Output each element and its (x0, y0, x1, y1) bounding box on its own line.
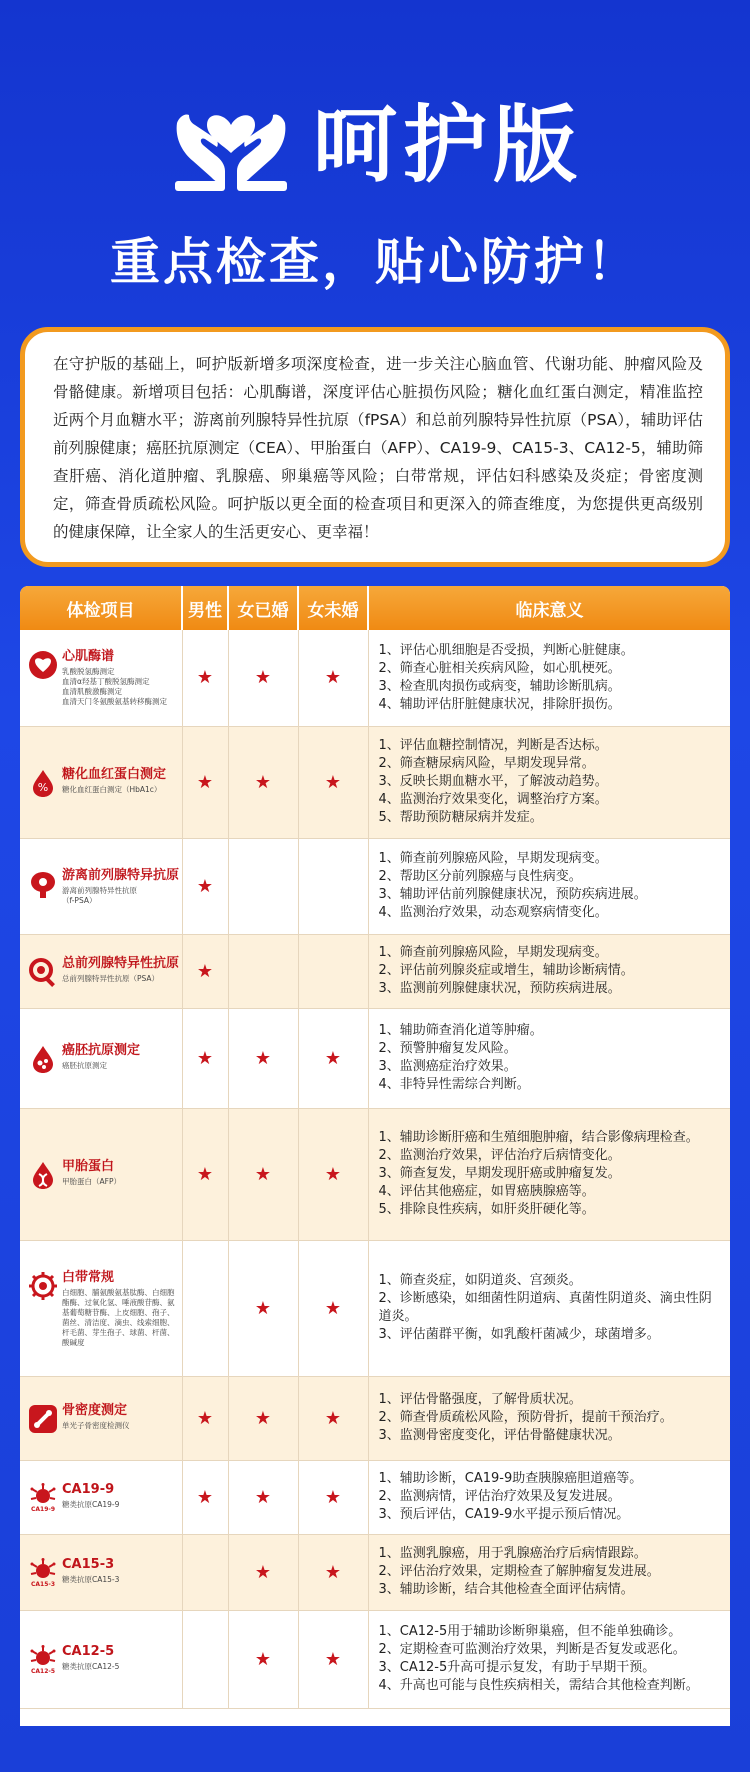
magnifier-icon (28, 957, 58, 987)
exam-item-cell (20, 1240, 182, 1376)
clinical-meaning-line: 1、辅助诊断，CA19-9助查胰腺癌胆道癌等。 (378, 1471, 643, 1486)
star-cell-married: ★ (228, 1534, 298, 1610)
clinical-meaning-cell (368, 726, 730, 838)
clinical-meaning-line: 2、评估前列腺炎症或增生，辅助诊断病情。 (378, 963, 634, 978)
clinical-meaning-line: 4、非特异性需综合判断。 (378, 1077, 530, 1092)
virus-icon (28, 1558, 58, 1588)
heart-icon (28, 650, 58, 680)
star-cell-male: ★ (182, 630, 228, 726)
header-male: 男性 (182, 586, 228, 630)
bone-icon (28, 1404, 58, 1434)
star-cell-male (182, 1610, 228, 1708)
clinical-meaning-line: 2、筛查骨质疏松风险，预防骨折，提前干预治疗。 (378, 1410, 673, 1425)
exam-item-head (28, 648, 180, 707)
exam-item-cell (20, 934, 182, 1008)
exam-item-head (28, 1643, 180, 1675)
star-cell-unmarried (298, 838, 368, 934)
page-slogan: 重点检查，贴心防护！ (110, 233, 640, 291)
exam-item-text (62, 648, 167, 707)
exam-item-name: CA15-3 (62, 1557, 115, 1572)
star-cell-married (228, 934, 298, 1008)
virus-icon (28, 1483, 58, 1513)
exam-item-sub: 糖类抗原CA15-3 (62, 1575, 120, 1584)
exam-item-head (28, 1402, 180, 1434)
clinical-meaning-line: 1、辅助筛查消化道等肿瘤。 (378, 1023, 543, 1038)
exam-item-sub: 单光子骨密度检测仪 (62, 1421, 130, 1430)
table-header-row (20, 586, 730, 630)
clinical-meaning-line: 4、评估其他癌症，如胃癌胰腺癌等。 (378, 1184, 595, 1199)
clinical-meaning-line: 3、评估菌群平衡，如乳酸杆菌减少，球菌增多。 (378, 1327, 660, 1342)
clinical-meaning-cell (368, 630, 730, 726)
star-cell-male: ★ (182, 1108, 228, 1240)
table-row (20, 1240, 730, 1376)
exam-item-name: 糖化血红蛋白测定 (62, 767, 167, 782)
exam-item-name: CA12-5 (62, 1644, 115, 1659)
clinical-meaning-line: 2、预警肿瘤复发风险。 (378, 1041, 517, 1056)
exam-item-cell (20, 838, 182, 934)
microbe-icon (28, 1271, 58, 1301)
clinical-meaning-cell (368, 1610, 730, 1708)
clinical-meaning-line: 3、辅助评估前列腺健康状况，预防疾病进展。 (378, 887, 647, 902)
clinical-meaning-line: 2、定期检查可监测治疗效果，判断是否复发或恶化。 (378, 1642, 686, 1657)
star-cell-male: ★ (182, 838, 228, 934)
clinical-meaning-line: 3、预后评估，CA19-9水平提示预后情况。 (378, 1507, 630, 1522)
clinical-meaning-line: 3、CA12-5升高可提示复发，有助于早期干预。 (378, 1660, 656, 1675)
clinical-meaning-line: 2、监测治疗效果，评估治疗后病情变化。 (378, 1148, 621, 1163)
icon-badge-label: CA19-9 (30, 1506, 56, 1513)
table-row (20, 1460, 730, 1534)
clinical-meaning-cell (368, 1008, 730, 1108)
star-cell-male: ★ (182, 726, 228, 838)
exam-item-sub: 总前列腺特异性抗原（PSA） (62, 974, 160, 983)
exam-item-name: 甲胎蛋白 (62, 1159, 115, 1174)
exam-item-head (28, 1042, 180, 1074)
clinical-meaning-line: 2、筛查糖尿病风险，早期发现异常。 (378, 756, 595, 771)
star-cell-unmarried: ★ (298, 1008, 368, 1108)
page-title: 呵护版 (312, 96, 583, 194)
clinical-meaning-line: 4、辅助评估肝脏健康状况，排除肝损伤。 (378, 696, 621, 712)
blood-drop-icon (28, 768, 58, 798)
header-female-unmarried: 女未婚 (298, 586, 368, 630)
exam-item-head (28, 1269, 180, 1348)
table-row (20, 934, 730, 1008)
exam-item-cell (20, 630, 182, 726)
clinical-meaning-line: 3、检查肌肉损伤或病变，辅助诊断肌病。 (378, 678, 621, 694)
exam-item-cell (20, 1008, 182, 1108)
exam-item-sub: 乳酸脱氢酶测定 血清α羟基丁酸脱氢酶测定 血清肌酸激酶测定 血清天门冬氨酸氨基转移酶测定 (62, 667, 167, 707)
star-cell-unmarried (298, 934, 368, 1008)
table-row (20, 1108, 730, 1240)
intro-card (20, 327, 730, 567)
table-row (20, 630, 730, 726)
star-cell-married: ★ (228, 1610, 298, 1708)
exam-item-sub: 甲胎蛋白（AFP） (62, 1177, 121, 1186)
clinical-meaning-line: 1、评估心肌细胞是否受损，判断心脏健康。 (378, 642, 634, 658)
exam-item-text (62, 1556, 119, 1585)
star-cell-male (182, 1240, 228, 1376)
table-row (20, 1610, 730, 1708)
clinical-meaning-line: 4、监测治疗效果，动态观察病情变化。 (378, 905, 608, 920)
star-cell-male: ★ (182, 1376, 228, 1460)
star-cell-married: ★ (228, 1460, 298, 1534)
clinical-meaning-cell (368, 1460, 730, 1534)
exam-item-cell (20, 1610, 182, 1708)
star-cell-married: ★ (228, 1108, 298, 1240)
exam-item-cell (20, 1376, 182, 1460)
exam-item-name: 游离前列腺特异抗原 (62, 867, 180, 883)
exam-table (20, 586, 730, 1709)
virus-icon (28, 1645, 58, 1675)
table-row (20, 1534, 730, 1610)
exam-item-head (28, 1158, 180, 1190)
header-female-married: 女已婚 (228, 586, 298, 630)
clinical-meaning-line: 1、评估骨骼强度，了解骨质状况。 (378, 1392, 582, 1407)
star-cell-unmarried: ★ (298, 1534, 368, 1610)
clinical-meaning-line: 5、帮助预防糖尿病并发症。 (378, 810, 543, 825)
star-cell-unmarried: ★ (298, 1240, 368, 1376)
clinical-meaning-line: 1、CA12-5用于辅助诊断卵巢癌，但不能单独确诊。 (378, 1624, 682, 1639)
exam-item-head (28, 1481, 180, 1513)
header-clinical-meaning: 临床意义 (368, 586, 730, 630)
exam-item-text (62, 1481, 119, 1510)
clinical-meaning-cell (368, 838, 730, 934)
clinical-meaning-line: 3、反映长期血糖水平，了解波动趋势。 (378, 774, 608, 789)
exam-item-head (28, 955, 180, 987)
exam-table-container (20, 586, 730, 1726)
exam-item-sub: 癌胚抗原测定 (62, 1061, 107, 1070)
star-cell-married: ★ (228, 630, 298, 726)
exam-item-name: CA19-9 (62, 1482, 115, 1497)
hero-banner (0, 0, 750, 320)
star-cell-married: ★ (228, 1376, 298, 1460)
clinical-meaning-line: 1、筛查前列腺癌风险，早期发现病变。 (378, 945, 608, 960)
exam-item-sub: 糖化血红蛋白测定（HbA1c） (62, 785, 162, 794)
clinical-meaning-line: 3、监测前列腺健康状况，预防疾病进展。 (378, 981, 621, 996)
exam-item-text (62, 1042, 140, 1071)
clinical-meaning-line: 2、帮助区分前列腺癌与良性病变。 (378, 869, 582, 884)
clinical-meaning-line: 1、监测乳腺癌，用于乳腺癌治疗后病情跟踪。 (378, 1546, 647, 1561)
exam-item-name: 癌胚抗原测定 (62, 1043, 141, 1058)
star-cell-married: ★ (228, 726, 298, 838)
clinical-meaning-line: 4、监测治疗效果变化，调整治疗方案。 (378, 792, 608, 807)
table-row (20, 1376, 730, 1460)
clinical-meaning-line: 3、监测骨密度变化，评估骨骼健康状况。 (378, 1428, 621, 1443)
clinical-meaning-line: 2、评估治疗效果，定期检查了解肿瘤复发进展。 (378, 1564, 660, 1579)
exam-item-cell (20, 726, 182, 838)
exam-item-text (62, 766, 166, 795)
hands-heart-icon (167, 85, 295, 193)
star-cell-male: ★ (182, 934, 228, 1008)
star-cell-unmarried: ★ (298, 1460, 368, 1534)
exam-item-sub: 游离前列腺特异性抗原 （f-PSA） (62, 885, 137, 905)
star-cell-married (228, 838, 298, 934)
icon-badge-label: CA12-5 (30, 1668, 56, 1675)
exam-item-text (62, 1402, 130, 1431)
exam-item-head (28, 867, 180, 906)
clinical-meaning-line: 2、诊断感染，如细菌性阴道病、真菌性阴道炎、滴虫性阴道炎。 (378, 1291, 712, 1324)
table-row (20, 838, 730, 934)
table-row (20, 1008, 730, 1108)
star-cell-unmarried: ★ (298, 1376, 368, 1460)
exam-item-text (62, 1643, 119, 1672)
exam-item-head (28, 766, 180, 798)
clinical-meaning-line: 1、辅助诊断肝癌和生殖细胞肿瘤，结合影像病理检查。 (378, 1130, 699, 1145)
exam-item-name: 总前列腺特异性抗原 (62, 956, 180, 971)
exam-item-sub: 白细胞、脯氨酸氨基肽酶、白细胞酯酶、过氧化氢、唾液酸苷酶、氨基葡萄糖苷酶、上皮细胞、孢子、菌丝、清洁度、滴虫、线索细胞、杆毛菌、芽生孢子、球菌、杆菌、酸碱度 (62, 1287, 175, 1347)
star-cell-unmarried: ★ (298, 1610, 368, 1708)
dna-icon (28, 1160, 58, 1190)
clinical-meaning-cell (368, 1376, 730, 1460)
clinical-meaning-line: 3、辅助诊断，结合其他检查全面评估病情。 (378, 1582, 634, 1597)
clinical-meaning-line: 2、筛查心脏相关疾病风险，如心肌梗死。 (378, 660, 621, 676)
clinical-meaning-line: 3、监测癌症治疗效果。 (378, 1059, 517, 1074)
star-cell-male (182, 1534, 228, 1610)
clinical-meaning-line: 1、筛查前列腺癌风险，早期发现病变。 (378, 851, 608, 866)
exam-item-name: 骨密度测定 (62, 1403, 128, 1418)
exam-item-sub: 糖类抗原CA12-5 (62, 1662, 120, 1671)
intro-text: 在守护版的基础上，呵护版新增多项深度检查，进一步关注心脑血管、代谢功能、肿瘤风险及骨骼健康。新增项目包括：心肌酶谱，深度评估心脏损伤风险；糖化血红蛋白测定，精准监控近两个月血糖水平；游离前列腺特异性抗原（fPSA）和总前列腺特异性抗原（PSA），辅助评估前列腺健康；癌胚抗原测定（CEA）、甲胎蛋白（AFP）、CA19-9、CA15-3、CA12-5，辅助筛查肝癌、消化道肿瘤、乳腺癌、卵巢癌等风险；白带常规，评估妇科感染及炎症；骨密度测定，筛查骨质疏松风险。呵护版以更全面的检查项目和更深入的筛查维度，为您提供更高级别的健康保障，让全家人的生活更安心、更幸福！ (53, 355, 703, 541)
clinical-meaning-line: 1、评估血糖控制情况，判断是否达标。 (378, 738, 608, 753)
exam-item-cell (20, 1108, 182, 1240)
star-cell-unmarried: ★ (298, 630, 368, 726)
clinical-meaning-cell (368, 1108, 730, 1240)
clinical-meaning-line: 4、升高也可能与良性疾病相关，需结合其他检查判断。 (378, 1678, 699, 1693)
prostate-icon (28, 869, 58, 899)
cell-icon (28, 1044, 58, 1074)
exam-item-head (28, 1556, 180, 1588)
exam-item-name: 心肌酶谱 (62, 649, 115, 665)
exam-item-text (62, 867, 179, 906)
svg-text:%: % (37, 781, 49, 794)
star-cell-unmarried: ★ (298, 726, 368, 838)
star-cell-unmarried: ★ (298, 1108, 368, 1240)
exam-item-sub: 糖类抗原CA19-9 (62, 1500, 120, 1509)
clinical-meaning-cell (368, 1534, 730, 1610)
clinical-meaning-line: 2、监测病情，评估治疗效果及复发进展。 (378, 1489, 621, 1504)
star-cell-male: ★ (182, 1460, 228, 1534)
exam-item-text (62, 1269, 180, 1348)
icon-badge-label: CA15-3 (30, 1581, 56, 1588)
exam-item-text (62, 955, 179, 984)
table-row (20, 726, 730, 838)
clinical-meaning-line: 1、筛查炎症，如阴道炎、宫颈炎。 (378, 1273, 582, 1288)
star-cell-male: ★ (182, 1008, 228, 1108)
clinical-meaning-line: 5、排除良性疾病，如肝炎肝硬化等。 (378, 1202, 595, 1217)
exam-item-name: 白带常规 (62, 1269, 115, 1285)
exam-item-text (62, 1158, 121, 1187)
header-item: 体检项目 (20, 586, 182, 630)
clinical-meaning-cell (368, 1240, 730, 1376)
exam-item-cell (20, 1460, 182, 1534)
star-cell-married: ★ (228, 1008, 298, 1108)
clinical-meaning-cell (368, 934, 730, 1008)
logo-row (0, 78, 750, 199)
star-cell-married: ★ (228, 1240, 298, 1376)
exam-item-cell (20, 1534, 182, 1610)
clinical-meaning-line: 3、筛查复发，早期发现肝癌或肿瘤复发。 (378, 1166, 621, 1181)
